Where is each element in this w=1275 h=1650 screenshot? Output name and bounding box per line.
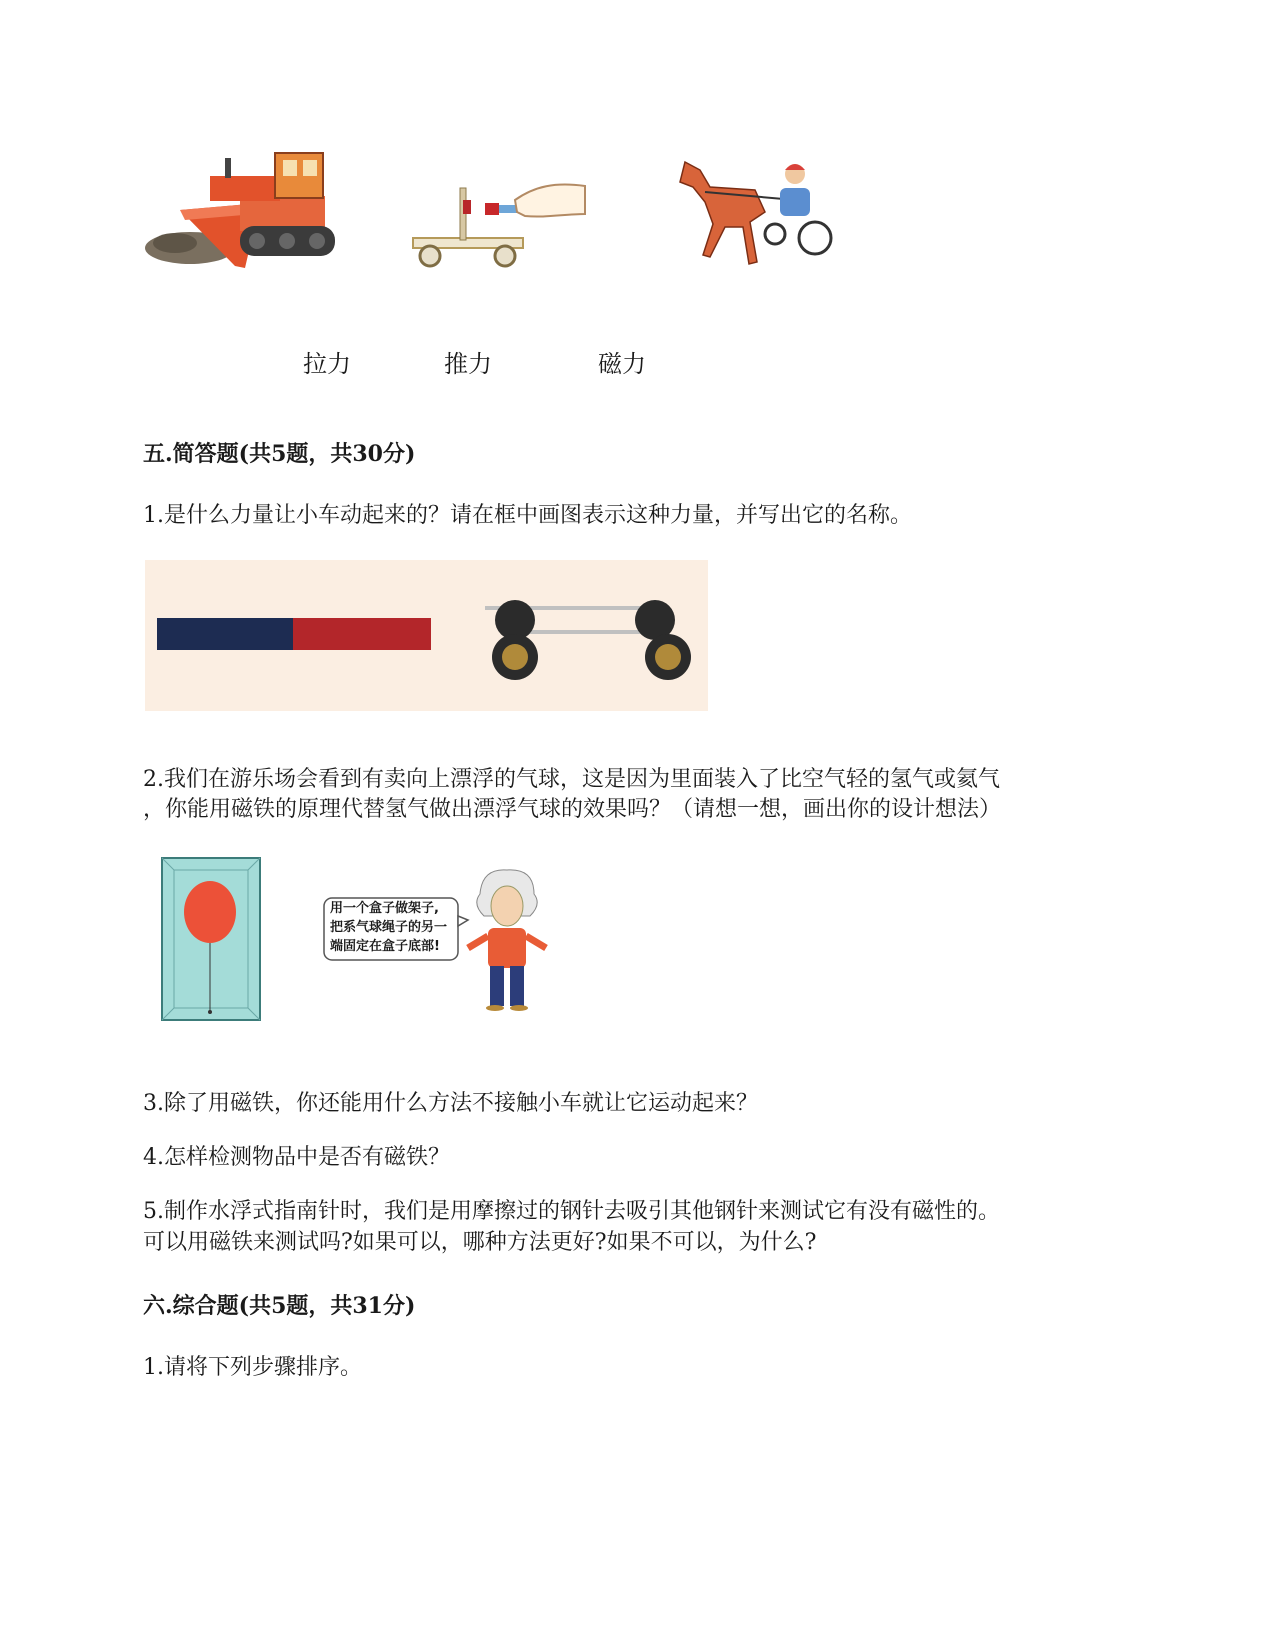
speech-bubble-line-3: 端固定在盒子底部! — [330, 939, 440, 954]
question-5-5-line2: 可以用磁铁来测试吗?如果可以，哪种方法更好?如果不可以，为什么? — [143, 1230, 817, 1255]
pushed-cart-image — [405, 178, 590, 273]
speech-bubble-line-2: 把系气球绳子的另一 — [330, 920, 448, 935]
question-5-2-line2: ，你能用磁铁的原理代替氢气做出漂浮气球的效果吗？（请想一想，画出你的设计想法） — [143, 797, 1002, 822]
label-pull: 拉力 — [303, 350, 351, 378]
label-push: 推力 — [444, 350, 492, 378]
bulldozer-image — [145, 148, 340, 278]
magnet-and-car-image — [145, 560, 708, 711]
horse-cart-image — [665, 152, 835, 272]
magnet-bar — [157, 618, 297, 650]
label-magnetic: 磁力 — [598, 350, 646, 378]
question-5-2-line1: 2.我们在游乐场会看到有卖向上漂浮的气球，这是因为里面装入了比空气轻的氢气或氦气 — [143, 767, 1000, 792]
question-6-1: 1.请将下列步骤排序。 — [143, 1355, 362, 1380]
question-5-3: 3.除了用磁铁，你还能用什么方法不接触小车就让它运动起来？ — [143, 1091, 758, 1116]
question-5-5-line1: 5.制作水浮式指南针时，我们是用摩擦过的钢针去吸引其他钢针来测试它有没有磁性的。 — [143, 1199, 1000, 1224]
balloon-box-image — [160, 856, 262, 1022]
question-5-1: 1.是什么力量让小车动起来的？请在框中画图表示这种力量，并写出它的名称。 — [143, 503, 912, 528]
section-6-heading: 六.综合题(共5题，共31分) — [143, 1293, 416, 1319]
question-5-4: 4.怎样检测物品中是否有磁铁？ — [143, 1145, 450, 1170]
speech-bubble-line-1: 用一个盒子做架子, — [330, 901, 439, 916]
section-5-heading: 五.简答题(共5题，共30分) — [143, 441, 416, 467]
scientist-cartoon — [462, 864, 552, 1012]
